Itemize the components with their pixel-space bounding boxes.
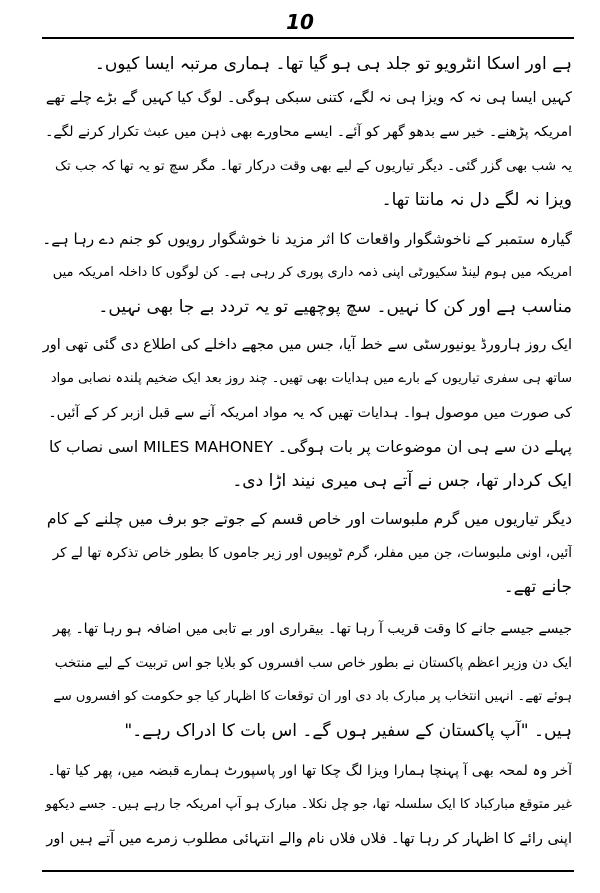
text-line: گیارہ ستمبر کے ناخوشگوار واقعات کا اثر مزید نا خوشگوار رویوں کو جنم دے رہا ہے۔	[42, 230, 572, 248]
text-line: ساتھ ہی سفری تیاریوں کے بارے میں ہدایات بھی تھیں۔ چند روز بعد ایک ضخیم پلندہ نصابی مواد	[50, 371, 572, 386]
text-line: ایک کردار تھا، جس نے آتے ہی میری نیند اڑا دی۔	[232, 471, 572, 491]
text-line: کہیں ایسا ہی نہ کہ ویزا ہی نہ لگے، کتنی سبکی ہوگی۔ لوگ کیا کہیں گے بڑے چلے تھے	[45, 90, 572, 106]
text-line: دیگر تیاریوں میں گرم ملبوسات اور خاص قسم کے جوتے جو برف میں چلنے کے کام	[46, 510, 572, 528]
text-line: امریکہ میں ہوم لینڈ سکیورٹی اپنی ذمہ داری پوری کر رہی ہے۔ کن لوگوں کا داخلہ امریکہ میں	[52, 265, 572, 280]
text-line: ایک روز ہارورڈ یونیورسٹی سے خط آیا، جس میں مجھے داخلے کی اطلاع دی گئی تھی اور	[42, 337, 572, 353]
text-line: آخر وہ لمحہ بھی آ پہنچا ہمارا ویزا لگ چکا تھا اور پاسپورٹ ہمارے قبضہ میں، پھر کیا تھا۔	[47, 763, 572, 779]
text-line: یہ شب بھی گزر گئی۔ دیگر تیاریوں کے لیے بھی وقت درکار تھا۔ مگر سچ تو یہ تھا کہ جب تک	[54, 158, 572, 174]
text-line: ہوئے تھے۔ انہیں انتخاب پر مبارک باد دی اور ان توقعات کا اظہار کیا جو حکومت کو افسروں سے	[53, 689, 572, 704]
text-line: ایک دن وزیر اعظم پاکستان نے بطور خاص سب افسروں کو بلایا جو اس تربیت کے لیے منتخب	[54, 655, 572, 671]
text-line: آئیں، اونی ملبوسات، جن میں مفلر، گرم ٹوپیوں اور زیر جاموں کا بطور خاص تذکرہ تھا لے کر	[52, 545, 572, 561]
text-line: ہے اور اسکا انٹرویو تو جلد ہی ہو گیا تھا۔ ہماری مرتبہ ایسا کیوں۔	[94, 54, 572, 74]
text-line: امریکہ پڑھنے۔ خیر سے بدھو گھر کو آئے۔ ایسے محاورے بھی ذہن میں عبث تکرار کرنے لگے۔	[45, 124, 572, 140]
text-line: ویزا نہ لگے دل نہ مانتا تھا۔	[381, 190, 572, 210]
text-line: مناسب ہے اور کن کا نہیں۔ سچ پوچھیے تو یہ تردد بے جا بھی نہیں۔	[98, 297, 572, 317]
text-line: جیسے جیسے جانے کا وقت قریب آ رہا تھا۔ بیقراری اور بے تابی میں اضافہ ہو رہا تھا۔ پھر	[52, 621, 572, 637]
text-line: ہیں۔ "آپ پاکستان کے سفیر ہوں گے۔ اس بات کا ادراک رہے۔"	[124, 721, 572, 741]
text-line: پہلے دن سے ہی ان موضوعات پر بات ہوگی۔ MILES MAHONEY اسی نصاب کا	[48, 438, 572, 456]
text-line: غیر متوقع مبارکباد کا ایک سلسلہ تھا، جو چل نکلا۔ مبارک ہو آپ امریکہ جا رہے ہیں۔ جسے دیکھو	[45, 797, 572, 812]
page-number: 10	[286, 10, 314, 34]
text-line: جانے تھے۔	[503, 577, 572, 597]
bottom-rule	[42, 870, 574, 872]
top-rule	[42, 37, 574, 39]
text-line: کی صورت میں موصول ہوا۔ ہدایات تھیں کہ یہ مواد امریکہ آنے سے قبل ازبر کر کے آئیں۔	[48, 405, 572, 421]
text-line: اپنی رائے کا اظہار کر رہا تھا۔ فلاں فلاں نام والے انتہائی مطلوب زمرے میں آتے ہیں اور	[46, 831, 572, 847]
